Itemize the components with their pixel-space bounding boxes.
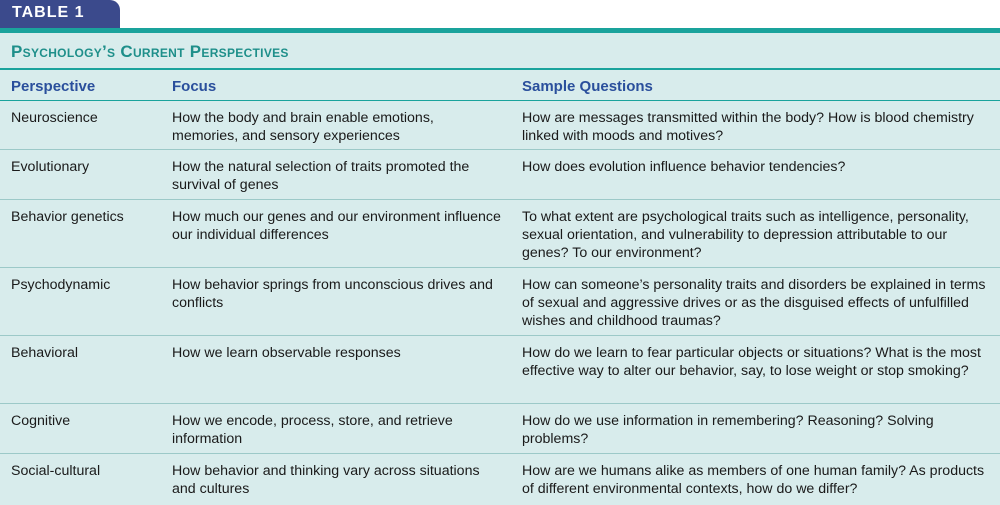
questions-cell: How are we humans alike as members of one human family? As products of different environmental contexts, how do we differ? [522, 463, 985, 497]
table-row [0, 101, 1000, 150]
header-perspective: Perspective [11, 78, 96, 95]
table-row [0, 150, 1000, 200]
perspective-cell: Cognitive [11, 413, 71, 429]
header-focus: Focus [172, 78, 217, 95]
table-row [0, 200, 1000, 268]
focus-cell: How the body and brain enable emotions, memories, and sensory experiences [172, 110, 434, 144]
focus-cell: How behavior springs from unconscious drives and conflicts [172, 277, 493, 311]
header-sample-questions: Sample Questions [522, 78, 653, 95]
questions-cell: How do we use information in remembering? Reasoning? Solving problems? [522, 413, 934, 447]
table-row [0, 454, 1000, 505]
table-row [0, 404, 1000, 454]
questions-cell: How are messages transmitted within the body? How is blood chemistry linked with moods and motives? [522, 110, 974, 144]
focus-cell: How the natural selection of traits promoted the survival of genes [172, 159, 470, 193]
table-number-tab: TABLE 1 [0, 0, 120, 28]
perspective-cell: Behavior genetics [11, 209, 124, 225]
table-panel [0, 33, 1000, 505]
table-row [0, 336, 1000, 404]
questions-cell: How does evolution influence behavior tendencies? [522, 159, 846, 175]
questions-cell: How can someone’s personality traits and disorders be explained in terms of sexual and aggressive drives or as the disguised effects of unfulfilled wishes and childhood traumas? [522, 277, 986, 329]
focus-cell: How much our genes and our environment influence our individual differences [172, 209, 501, 243]
focus-cell: How behavior and thinking vary across situations and cultures [172, 463, 480, 497]
questions-cell: To what extent are psychological traits such as intelligence, personality, sexual orientation, and vulnerability to depression attributable to our genes? To our environment? [522, 209, 969, 261]
table-title: Psychology’s Current Perspectives [11, 42, 289, 61]
table-row [0, 268, 1000, 336]
perspective-cell: Evolutionary [11, 159, 90, 175]
perspective-cell: Neuroscience [11, 110, 98, 126]
perspective-cell: Social-cultural [11, 463, 101, 479]
perspective-cell: Behavioral [11, 345, 79, 361]
focus-cell: How we encode, process, store, and retrieve information [172, 413, 453, 447]
perspective-cell: Psychodynamic [11, 277, 111, 293]
focus-cell: How we learn observable responses [172, 345, 401, 361]
questions-cell: How do we learn to fear particular objects or situations? What is the most effective way to alter our behavior, say, to lose weight or stop smoking? [522, 345, 981, 379]
title-divider [0, 68, 1000, 70]
